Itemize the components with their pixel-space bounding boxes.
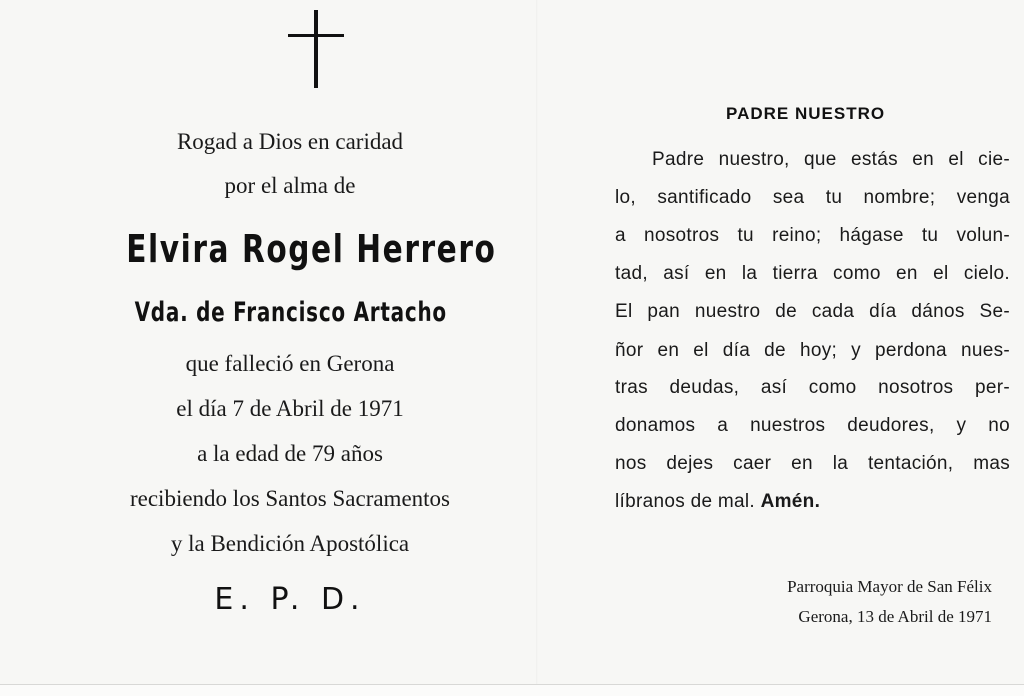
widow-of-line: Vda. de Francisco Artacho [134, 297, 447, 328]
epd-closing: E. P. D. [214, 582, 366, 617]
prayer-title: PADRE NUESTRO [726, 104, 886, 123]
detail-line-2: el día 7 de Abril de 1971 [176, 396, 404, 421]
detail-line-5: y la Bendición Apostólica [170, 531, 410, 556]
prayer-line: a nosotros tu reino; hágase tu volun- [615, 225, 1010, 246]
prayer-last-line [615, 490, 1010, 514]
card-bottom-edge [0, 684, 1024, 696]
prayer-line: nos dejes caer en la tentación, mas [615, 453, 1010, 474]
prayer-line: donamos a nuestros deudores, y no [615, 415, 1010, 436]
detail-line-3: a la edad de 79 años [197, 441, 383, 466]
prayer-last-text: líbranos de mal. [615, 491, 755, 512]
prayer-line: ñor en el día de hoy; y perdona nues- [615, 340, 1010, 361]
detail-line-1: que falleció en Gerona [185, 351, 395, 376]
right-panel [600, 0, 1010, 680]
intro-line-2: por el alma de [224, 173, 356, 198]
prayer-line: El pan nuestro de cada día dános Se- [615, 301, 1010, 322]
place-date: Gerona, 13 de Abril de 1971 [798, 607, 992, 626]
intro-line-1: Rogad a Dios en caridad [176, 129, 404, 154]
prayer-line: tad, así en la tierra como en el cielo. [615, 263, 1010, 284]
prayer-line: Padre nuestro, que estás en el cie- [652, 149, 1010, 170]
prayer-line: tras deudas, así como nosotros per- [615, 377, 1010, 398]
prayer-line: lo, santificado sea tu nombre; venga [615, 187, 1010, 208]
deceased-name: Elvira Rogel Herrero [126, 227, 497, 271]
parish-name: Parroquia Mayor de San Félix [787, 577, 992, 596]
amen-text: Amén. [760, 491, 821, 512]
cross-icon [288, 10, 344, 90]
left-panel [80, 0, 500, 680]
card-fold [536, 0, 538, 695]
detail-line-4: recibiendo los Santos Sacramentos [129, 486, 450, 511]
